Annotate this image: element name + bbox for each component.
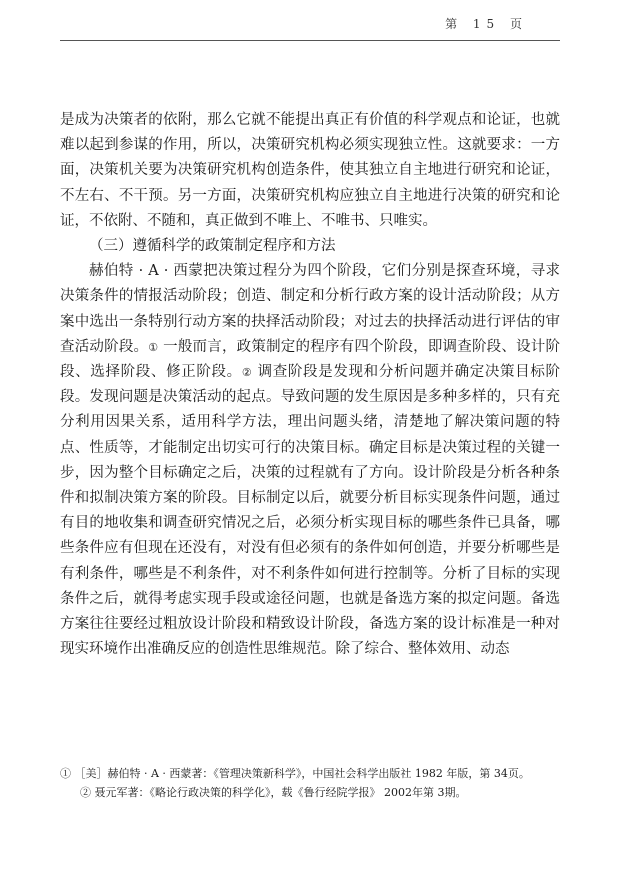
page-number: 第 15 页	[445, 17, 528, 31]
section-subheading: （三）遵循科学的政策制定程序和方法	[89, 238, 336, 255]
header-divider	[60, 40, 560, 41]
paragraph-text-part-1: 赫伯特 · A · 西蒙把决策过程分为四个阶段，它们分别是探查环境，寻求决策条件的情报活动阶段；创造、制定和分析行政方案的设计活动阶段；从方案中选出一条特别行动方案的抉择活动阶段；对过去的抉择活动进行评估的审查活动阶段。	[60, 263, 560, 355]
footnotes	[60, 764, 560, 802]
paragraph-text-part-3: 调查阶段是发现和分析问题并确定决策目标阶段。发现问题是决策活动的起点。导致问题的发生原因是多种多样的，只有充分利用因果关系，适用科学方法，理出问题头绪，清楚地了解决策问题的特点、性质等，才能制定出切实可行的决策目标。确定目标是决策过程的关键一步，因为整个目标确定之后，决策的过程就有了方向。设计阶段是分析各种条件和拟制决策方案的阶段。目标制定以后，就要分析目标实现条件问题，通过有目的地收集和调查研究情况之后，必须分析实现目标的哪些条件已具备，哪些条件应有但现在还没有，对没有但必须有的条件如何创造，并要分析哪些是有利条件，哪些是不利条件，对不利条件如何进行控制等。分析了目标的实现条件之后，就得考虑实现手段或途径问题，也就是备选方案的拟定问题。备选方案往往要经过粗放设计阶段和精致设计阶段，备选方案的设计标准是一种对现实环境作出准确反应的创造性思维规范。除了综合、整体效用、动态	[60, 364, 560, 658]
footnote-1: ① ［美］赫伯特 · A · 西蒙著：《管理决策新科学》，中国社会科学出版社 1982 年版，第 34页。	[60, 767, 530, 780]
paragraph-text-part-2: 一般而言，政策制定的程序有四个阶段，即调查阶段、设计阶段、选择阶段、修正阶段。	[60, 338, 561, 381]
footnote-ref-2[interactable]: ②	[241, 366, 253, 380]
body-text	[60, 108, 560, 662]
footnote-ref-1[interactable]: ①	[148, 340, 159, 354]
footnote-2: ② 聂元军著：《略论行政决策的科学化》，载《鲁行经院学报》 2002年第 3期。	[80, 786, 467, 799]
paragraph-continued: 是成为决策者的依附，那么它就不能提出真正有价值的科学观点和论证，也就难以起到参谋的作用，所以，决策研究机构必须实现独立性。这就要求：一方面，决策机关要为决策研究机构创造条件，使其独立自主地进行研究和论证，不左右、不干预。另一方面，决策研究机构应独立自主地进行决策的研究和论证，不依附、不随和，真正做到不唯上、不唯书、只唯实。	[60, 112, 560, 229]
paragraph-decision-stages	[60, 259, 560, 662]
